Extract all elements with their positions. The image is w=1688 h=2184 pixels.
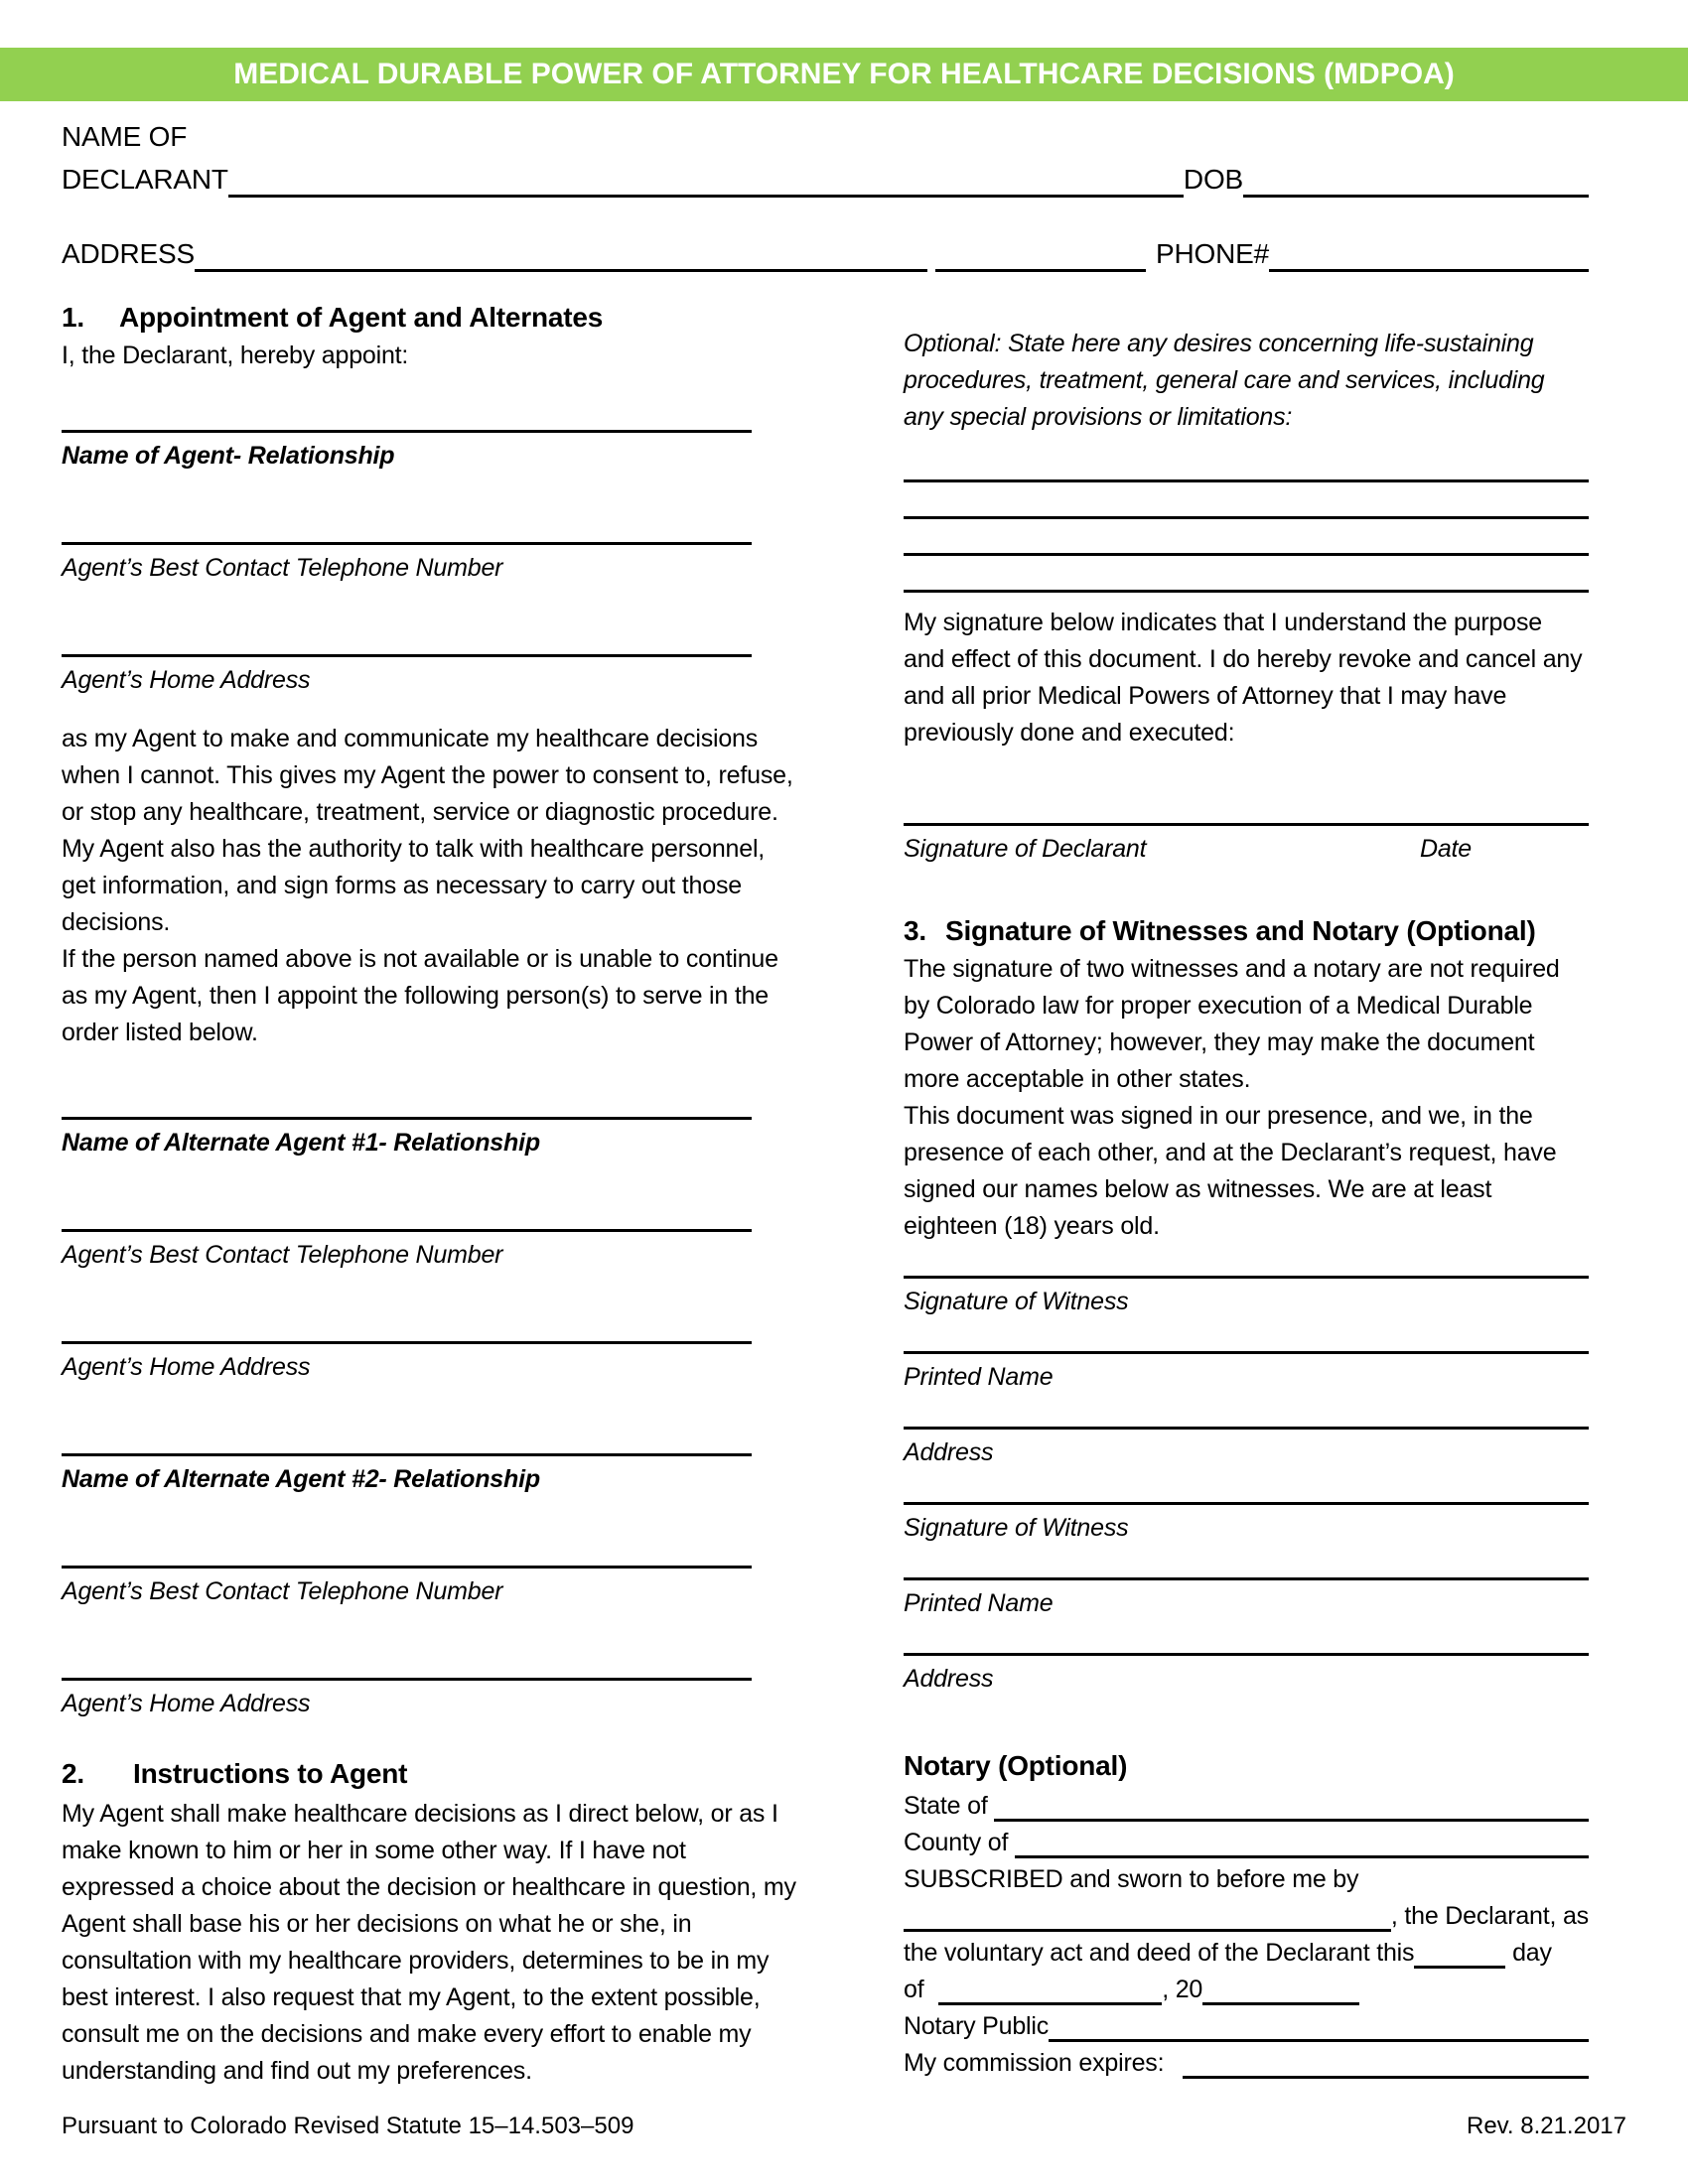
alternate2-name-label: Name of Alternate Agent #2- Relationship xyxy=(62,1465,540,1493)
desires-line-4[interactable] xyxy=(904,556,1589,593)
alternates-paragraph: If the person named above is not available or is unable to continue as my Agent, then I appoint the following person(s) to serve in the order listed below. xyxy=(62,945,778,1046)
address-row xyxy=(62,233,1589,272)
notary-county-label: County of xyxy=(904,1829,1015,1856)
form-title-bar xyxy=(0,48,1688,101)
notary-year-field[interactable] xyxy=(1202,1973,1359,2005)
agent-name-label: Name of Agent- Relationship xyxy=(62,442,395,470)
phone-label: PHONE# xyxy=(1156,238,1269,269)
optional-desires-prompt: Optional: State here any desires concerning life-sustaining procedures, treatment, general care and services, including any special provisions or limitations: xyxy=(904,330,1545,431)
alternate2-name-block xyxy=(62,1453,752,1498)
address-label: ADDRESS xyxy=(62,238,195,269)
witness1-address-block xyxy=(904,1427,1589,1471)
section3-title: Signature of Witnesses and Notary (Optional) xyxy=(945,915,1536,946)
name-of-label: NAME OF xyxy=(62,121,188,152)
declarant-signature-date-field[interactable] xyxy=(904,823,1589,826)
notary-year-prefix: , 20 xyxy=(1162,1976,1203,2003)
notary-county-field[interactable] xyxy=(1015,1826,1589,1858)
notary-public-row xyxy=(904,2005,1589,2042)
witness1-address-field[interactable] xyxy=(904,1427,1589,1430)
alternate2-phone-block xyxy=(62,1566,752,1610)
alternate2-phone-label: Agent’s Best Contact Telephone Number xyxy=(62,1577,503,1605)
notary-declarant-suffix: , the Declarant, as xyxy=(1390,1902,1589,1930)
section1-number: 1. xyxy=(62,302,84,333)
agent-powers-paragraph: as my Agent to make and communicate my healthcare decisions when I cannot. This gives my Agent the power to consent to, refuse, or stop any healthcare, treatment, service or diagnostic procedure. My Agent also has the authority to talk with healthcare personnel, get information, and sign forms as necessary to carry out those decisions. xyxy=(62,725,793,936)
dob-field[interactable] xyxy=(1243,159,1589,198)
dob-label: DOB xyxy=(1183,164,1243,195)
phone-field[interactable] xyxy=(1269,233,1589,272)
section1-intro: I, the Declarant, hereby appoint: xyxy=(62,341,409,369)
witness1-signature-label: Signature of Witness xyxy=(904,1288,1129,1315)
agent-name-field[interactable] xyxy=(62,430,752,433)
witness1-printed-name-label: Printed Name xyxy=(904,1363,1054,1391)
signature-of-declarant-label: Signature of Declarant xyxy=(904,835,1147,863)
agent-phone-field[interactable] xyxy=(62,542,752,545)
notary-declarant-row xyxy=(904,1895,1589,1932)
notary-month-field[interactable] xyxy=(938,1973,1162,2005)
desires-line-1[interactable] xyxy=(904,446,1589,482)
alternate1-name-field[interactable] xyxy=(62,1117,752,1120)
declarant-row xyxy=(62,159,1589,198)
witness2-address-label: Address xyxy=(904,1665,994,1693)
declarant-signature-labels xyxy=(904,831,1589,868)
revocation-statement: My signature below indicates that I understand the purpose and effect of this document. I do hereby revoke and cancel any and all prior Medical Powers of Attorney that I may have previously done and executed: xyxy=(904,609,1583,747)
address-field-2[interactable] xyxy=(935,233,1146,272)
alternate1-address-block xyxy=(62,1341,752,1386)
desires-line-2[interactable] xyxy=(904,482,1589,519)
witness2-printed-name-block xyxy=(904,1577,1589,1622)
witness2-printed-name-label: Printed Name xyxy=(904,1589,1054,1617)
section2-heading xyxy=(62,1754,801,1794)
notary-commission-label: My commission expires: xyxy=(904,2049,1172,2077)
alternate2-address-field[interactable] xyxy=(62,1678,752,1681)
footer-revision: Rev. 8.21.2017 xyxy=(1466,2113,1626,2139)
notary-state-row xyxy=(904,1785,1589,1822)
form-body-columns xyxy=(62,298,1589,2090)
notary-subscribed-label: SUBSCRIBED and sworn to before me by xyxy=(904,1865,1359,1893)
witness2-signature-block xyxy=(904,1502,1589,1547)
declarant-signature-block xyxy=(904,823,1589,868)
notary-voluntary-suffix: day xyxy=(1505,1939,1552,1967)
date-label: Date xyxy=(1420,835,1473,863)
notary-voluntary-prefix: the voluntary act and deed of the Declarant this xyxy=(904,1939,1415,1967)
left-column xyxy=(62,298,801,2090)
alternate1-phone-label: Agent’s Best Contact Telephone Number xyxy=(62,1241,503,1269)
agent-phone-block xyxy=(62,542,752,587)
witness1-printed-name-field[interactable] xyxy=(904,1351,1589,1354)
notary-day-field[interactable] xyxy=(1414,1936,1505,1969)
alternate1-phone-block xyxy=(62,1229,752,1274)
notary-commission-row xyxy=(904,2042,1589,2079)
witness2-address-field[interactable] xyxy=(904,1653,1589,1656)
section3-number: 3. xyxy=(904,915,926,946)
declarant-info-section xyxy=(62,121,1589,272)
witness-notary-paragraph-1: The signature of two witnesses and a notary are not required by Colorado law for proper execution of a Medical Durable Power of Attorney; however, they may make the document more acceptable in other states. xyxy=(904,955,1560,1093)
section1-title: Appointment of Agent and Alternates xyxy=(119,302,604,333)
declarant-name-field[interactable] xyxy=(228,159,1184,198)
witness2-signature-label: Signature of Witness xyxy=(904,1514,1129,1542)
notary-voluntary-row xyxy=(904,1932,1589,1969)
alternate1-name-block xyxy=(62,1117,752,1161)
agent-address-field[interactable] xyxy=(62,654,752,657)
notary-commission-expires-field[interactable] xyxy=(1183,2046,1589,2079)
alternate1-phone-field[interactable] xyxy=(62,1229,752,1232)
declarant-label: DECLARANT xyxy=(62,164,228,195)
notary-declarant-name-field[interactable] xyxy=(904,1899,1391,1932)
notary-public-label: Notary Public xyxy=(904,2012,1050,2040)
alternate2-address-label: Agent’s Home Address xyxy=(62,1690,311,1717)
agent-name-block xyxy=(62,430,752,475)
footer-statute: Pursuant to Colorado Revised Statute 15–14.503–509 xyxy=(62,2113,634,2139)
notary-date-row xyxy=(904,1969,1589,2005)
notary-state-label: State of xyxy=(904,1792,995,1820)
witness2-printed-name-field[interactable] xyxy=(904,1577,1589,1580)
notary-county-row xyxy=(904,1822,1589,1858)
alternate2-phone-field[interactable] xyxy=(62,1566,752,1569)
address-field-1[interactable] xyxy=(195,233,927,272)
section3-heading xyxy=(904,911,1589,951)
alternate2-name-field[interactable] xyxy=(62,1453,752,1456)
section2-number: 2. xyxy=(62,1758,84,1789)
alternate1-name-label: Name of Alternate Agent #1- Relationship xyxy=(62,1129,540,1157)
witness1-address-label: Address xyxy=(904,1438,994,1466)
witness-notary-paragraph-2: This document was signed in our presence, and we, in the presence of each other, and at the Declarant’s request, have signed our names below as witnesses. We are at least eighteen (18) years old. xyxy=(904,1102,1557,1240)
notary-subscribed-row xyxy=(904,1858,1589,1895)
agent-address-block xyxy=(62,654,752,699)
page-footer xyxy=(62,2113,1626,2140)
notary-heading: Notary (Optional) xyxy=(904,1750,1128,1781)
agent-address-label: Agent’s Home Address xyxy=(62,666,311,694)
instructions-paragraph: My Agent shall make healthcare decisions as I direct below, or as I make known to him or her in some other way. If I have not expressed a choice about the decision or healthcare in question, my Agent shall base his or her decisions on what he or she, in consultation with my healthcare providers, determines to be in my best interest. I also request that my Agent, to the extent possible, consult me on the decisions and make every effort to enable my understanding and find out my preferences. xyxy=(62,1800,796,2085)
witness2-signature-field[interactable] xyxy=(904,1502,1589,1505)
alternate1-address-label: Agent’s Home Address xyxy=(62,1353,311,1381)
notary-public-field[interactable] xyxy=(1049,2009,1589,2042)
right-column xyxy=(904,298,1589,2079)
desires-line-3[interactable] xyxy=(904,519,1589,556)
witness2-address-block xyxy=(904,1653,1589,1698)
form-title: MEDICAL DURABLE POWER OF ATTORNEY FOR HEALTHCARE DECISIONS (MDPOA) xyxy=(233,58,1455,90)
witness1-printed-name-block xyxy=(904,1351,1589,1396)
agent-phone-label: Agent’s Best Contact Telephone Number xyxy=(62,554,503,582)
alternate2-address-block xyxy=(62,1678,752,1722)
section2-title: Instructions to Agent xyxy=(133,1758,408,1789)
notary-of-label: of xyxy=(904,1976,931,2003)
alternate1-address-field[interactable] xyxy=(62,1341,752,1344)
notary-state-field[interactable] xyxy=(994,1789,1589,1822)
witness1-signature-block xyxy=(904,1276,1589,1320)
section1-heading xyxy=(62,298,801,338)
witness1-signature-field[interactable] xyxy=(904,1276,1589,1279)
